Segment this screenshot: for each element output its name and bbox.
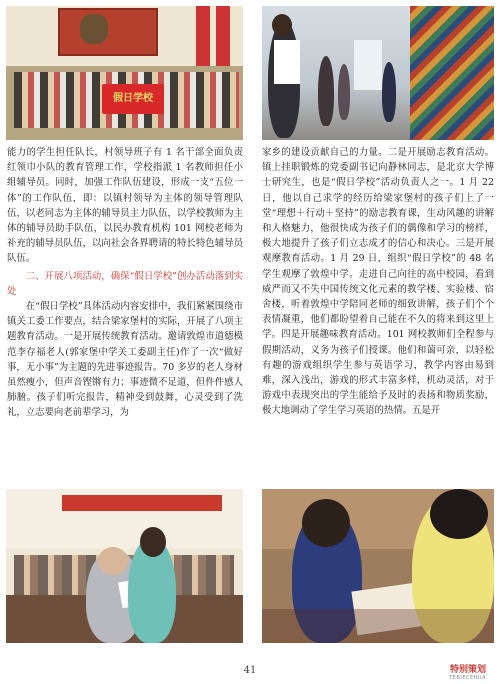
photo-group-banner [6,6,243,140]
section-name-en: TEBIECEHUA [449,675,486,681]
article-column-right [262,145,494,419]
article-column-left [7,145,243,421]
banner-holiday-school: 假日学校 [102,84,164,114]
photo-students-studying [262,489,494,643]
paragraph: 家乡的建设贡献自己的力量。二是开展励志教育活动。镇上挂职锻炼的党委副书记向静林同志，是北京大学博士研究生，也是“假日学校”活动负责人之一。1 月 22 日，他以自己求学的经历给梁家堡村的孩子们上了一堂“理想＋行动＋坚持”的励志教育课，生动风趣的讲解和人格魅力，他很快成为孩子们的偶像和学习的榜样，极大地提升了孩子们立志成才的信心和决心。三是开展观摩教育活动。1 月 29 日，组织“假日学校”的 48 名学生观摩了敦煌中学。走进自己向往的高中校园，看到威严而又不失中国传统文化元素的教学楼、实验楼、宿舍楼，听着敦煌中学陪同老师的细致讲解，孩子们个个表情凝重，他们都盼望着自己能在不久的将来到这里上学。四是开展趣味教育活动。101 网校教师们全程参与假期活动，义务为孩子们授课。他们和蔼可亲，以轻松有趣的游戏组织学生参与英语学习，教学内容由易到难，深入浅出，游戏的形式丰富多样，机动灵活，对于游戏中表现突出的学生能给予及时的表扬和物质奖励，极大地调动了学生学习英语的热情。五是开 [262,147,494,417]
section-name: 特别策划 [449,665,486,675]
photo-hallway-painting [262,6,494,140]
section-brand [449,662,486,681]
paragraph: 在“假日学校”具体活动内容安排中，我们紧紧围绕市镇关工委工作要点，结合梁家堡村的实际，开展了八项主题教育活动。一是开展传统教育活动。邀请敦煌市道德模范李存福老人(郭家堡中学关工委副主任)作了一次“做好事，无小事”为主题的先进事迹报告。70 多岁的老人身材虽然瘦小，但声音铿锵有力；事迹微不足道，但件件感人肺腑。孩子们听完报告，精神受到鼓舞，心灵受到了洗礼，立志要向老前辈学习，为 [7,301,243,419]
page-number: 41 [243,665,257,676]
paragraph: 能力的学生担任队长，村领导班子有 1 名干部全面负责红领巾小队的教育管理工作，学校指派 1 名教师担任小组辅导员。同时，加强工作队伍建设，形成一支“五位一体”的工作队伍，即：以镇村领导为主体的领导管理队伍，以老同志为主体的辅导员主力队伍，以学校教师为主体的辅导员助手队伍，以民办教育机构 101 网校老师为补充的辅导员队伍，以向社会各界聘请的特长特色辅导员队伍。 [7,147,243,265]
section-heading: 二、开展八项活动，确保“假日学校”创办活动落到实处 [7,270,243,297]
photo-elder-and-student [6,489,243,643]
